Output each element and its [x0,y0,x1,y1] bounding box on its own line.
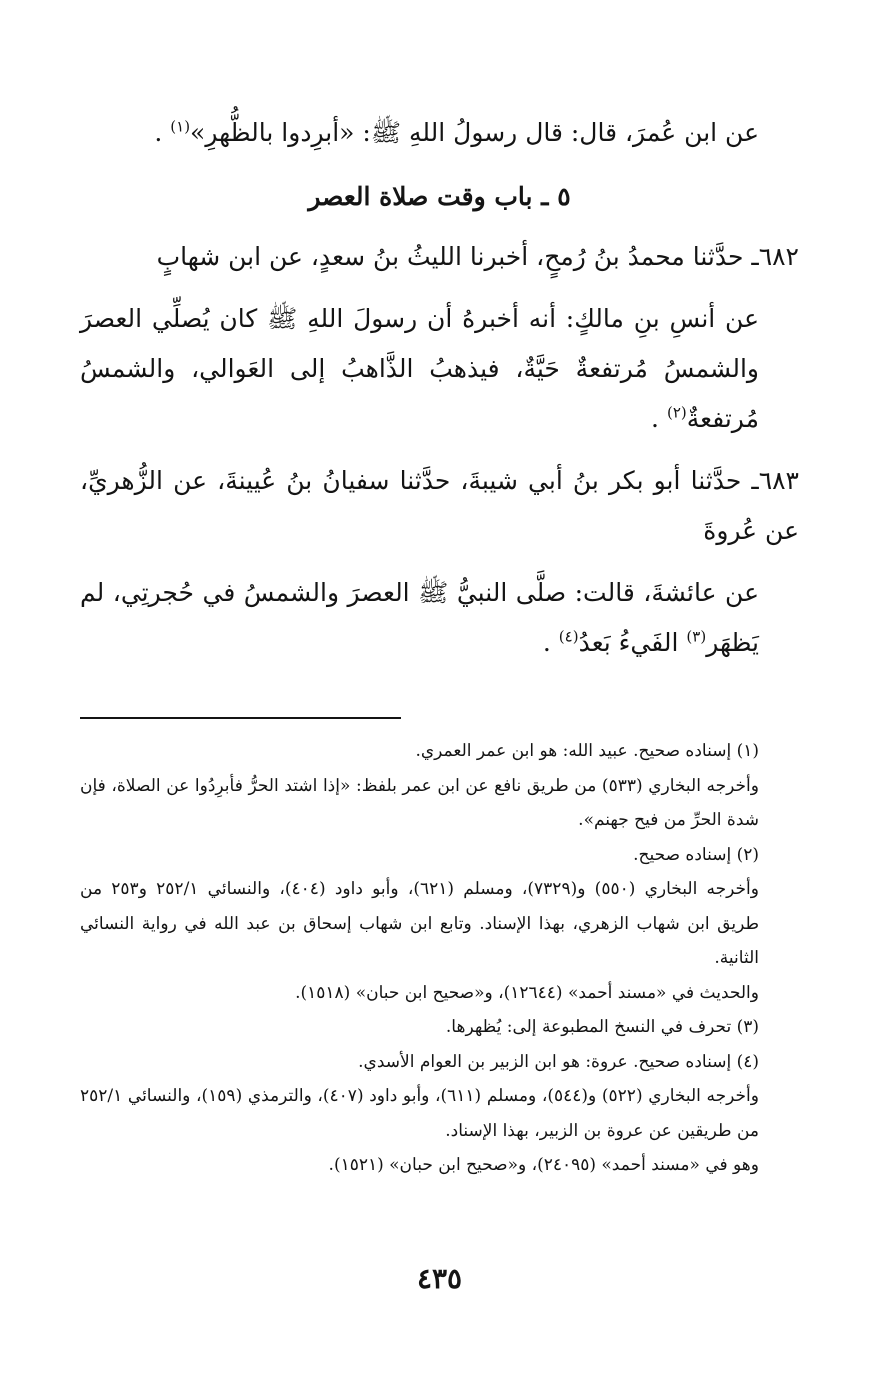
footnote-ref-3[interactable]: (٣) [686,627,707,646]
hadith-683-body-b: الفَيءُ بَعدُ [578,628,687,657]
hadith-683-end: . [542,628,559,657]
footnote-ref-2[interactable]: (٢) [666,403,687,422]
intro-text: عن ابن عُمرَ، قال: قال رسولُ اللهِ ﷺ: «أبرِدوا بالظُّهرِ» [190,118,759,147]
hadith-682-text [80,294,799,444]
hadith-683-isnad: ٦٨٣ـ حدَّثنا أبو بكر بنُ أبي شيبةَ، حدَّثنا سفيانُ بنُ عُيينةَ، عن الزُّهريِّ، عن عُروةَ [80,466,799,545]
chapter-heading: ٥ ـ باب وقت صلاة العصر [308,182,571,211]
hadith-683-body-a: عن عائشةَ، قالت: صلَّى النبيُّ ﷺ العصرَ والشمسُ في حُجرتِي، لم يَظهَر [80,578,759,657]
footnote-1-detail: وأخرجه البخاري (٥٣٣) من طريق نافع عن ابن عمر بلفظ: «إذا اشتد الحرُّ فأبرِدُوا عن الصلاة، فإن شدة الحرِّ من فيح جهنم». [80,775,759,830]
footnote-4: (٤) إسناده صحيح. عروة: هو ابن الزبير بن العوام الأسدي. [358,1051,759,1072]
main-text [80,108,799,668]
footnote-4-extra: وهو في «مسند أحمد» (٢٤٠٩٥)، و«صحيح ابن حبان» (١٥٢١). [328,1155,759,1175]
footnotes [80,734,799,1183]
intro-hadith [80,108,799,158]
footnote-separator [80,717,401,719]
footnote-ref-1[interactable]: (١) [170,117,191,136]
footnote-2-detail: وأخرجه البخاري (٥٥٠) و(٧٣٢٩)، ومسلم (٦٢١)، وأبو داود (٤٠٤)، والنسائي ٢٥٢/١ و٢٥٣ من طريق ابن شهاب الزهري، بهذا الإسناد. وتابع ابن شهاب إسحاق بن عبد الله في رواية النسائي الثانية. [80,879,759,968]
hadith-682-isnad: ٦٨٢ـ حدَّثنا محمدُ بنُ رُمحٍ، أخبرنا الليثُ بنُ سعدٍ، عن ابن شهابٍ [156,242,799,271]
page-number: ٤٣٥ [416,1262,463,1295]
hadith-682-body: عن أنسِ بنِ مالكٍ: أنه أخبرهُ أن رسولَ اللهِ ﷺ كان يُصلِّي العصرَ والشمسُ مُرتفعةٌ حَيَّةٌ، فيذهبُ الذَّاهبُ إلى العَوالي، والشمسُ مُرتفعةٌ [80,304,759,433]
footnote-2: (٢) إسناده صحيح. [633,844,759,865]
footnote-ref-4[interactable]: (٤) [558,627,579,646]
intro-end: . [154,118,171,147]
hadith-683-text [80,568,799,668]
footnote-2-extra: والحديث في «مسند أحمد» (١٢٦٤٤)، و«صحيح ابن حبان» (١٥١٨). [295,982,759,1003]
footnote-3: (٣) تحرف في النسخ المطبوعة إلى: يُظهرها. [445,1017,759,1037]
hadith-682-end: . [651,404,667,433]
footnote-4-detail: وأخرجه البخاري (٥٢٢) و(٥٤٤)، ومسلم (٦١١)، وأبو داود (٤٠٧)، والترمذي (١٥٩)، والنسائي ٢٥٢/١ من طريقين عن عروة بن الزبير، بهذا الإسناد. [80,1086,759,1141]
footnote-1: (١) إسناده صحيح. عبيد الله: هو ابن عمر العمري. [415,741,759,761]
